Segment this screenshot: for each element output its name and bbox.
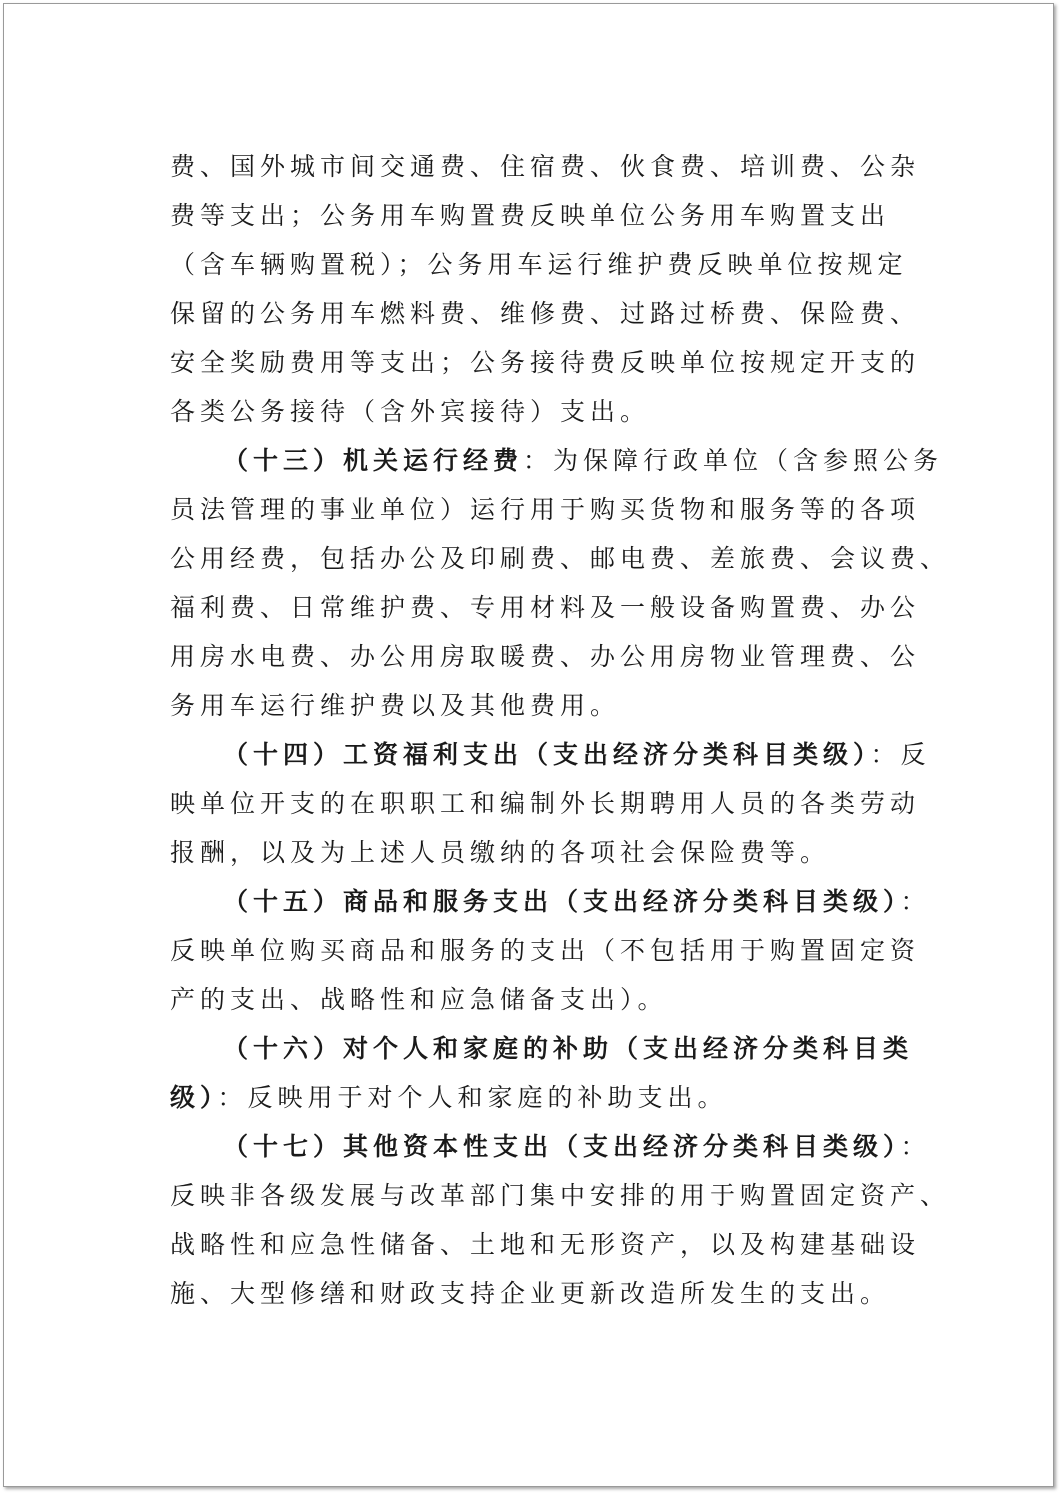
- text-line: [170, 338, 930, 387]
- text-line: [170, 485, 930, 534]
- line-text: 安全奖励费用等支出；公务接待费反映单位按规定开支的: [170, 348, 921, 377]
- line-text: 保留的公务用车燃料费、维修费、过路过桥费、保险费、: [170, 299, 921, 328]
- text-line: [170, 779, 930, 828]
- line-text: ：反: [870, 740, 931, 769]
- section-heading-line: [170, 1122, 930, 1171]
- line-text: （含车辆购置税）；公务用车运行维护费反映单位按规定: [170, 250, 908, 279]
- line-text: 映单位开支的在职职工和编制外长期聘用人员的各类劳动: [170, 789, 921, 818]
- line-text: 报酬，以及为上述人员缴纳的各项社会保险费等。: [170, 838, 831, 867]
- section-heading: （十四）工资福利支出（支出经济分类科目类级）: [223, 740, 871, 769]
- text-line: [170, 681, 930, 730]
- line-text: ：反映用于对个人和家庭的补助支出。: [217, 1083, 728, 1112]
- line-text: ：: [900, 1132, 931, 1161]
- line-text: 费等支出；公务用车购置费反映单位公务用车购置支出: [170, 201, 891, 230]
- line-text: 反映非各级发展与改革部门集中安排的用于购置固定资产、: [170, 1181, 951, 1210]
- line-text: 施、大型修缮和财政支持企业更新改造所发生的支出。: [170, 1279, 891, 1308]
- section-heading: （十七）其他资本性支出（支出经济分类科目类级）: [223, 1132, 901, 1161]
- line-text: 战略性和应急性储备、土地和无形资产，以及构建基础设: [170, 1230, 921, 1259]
- line-text: 各类公务接待（含外宾接待）支出。: [170, 397, 651, 426]
- line-text: 反映单位购买商品和服务的支出（不包括用于购置固定资: [170, 936, 921, 965]
- text-line: [170, 142, 930, 191]
- line-text: 福利费、日常维护费、专用材料及一般设备购置费、办公: [170, 593, 921, 622]
- section-heading-line: [170, 1024, 930, 1073]
- text-line: [170, 632, 930, 681]
- line-text: 务用车运行维护费以及其他费用。: [170, 691, 621, 720]
- document-body: [170, 142, 951, 1318]
- text-line: [170, 1171, 951, 1220]
- line-text: ：为保障行政单位（含参照公务: [523, 446, 944, 475]
- section-heading: 级）: [170, 1083, 218, 1112]
- text-line: [170, 828, 930, 877]
- document-page: [3, 3, 1054, 1487]
- text-line: [170, 240, 930, 289]
- text-line: [170, 583, 930, 632]
- section-heading-line: [170, 730, 930, 779]
- section-heading: （十六）对个人和家庭的补助（支出经济分类科目类: [223, 1034, 914, 1063]
- text-line: [170, 289, 930, 338]
- line-text: 费、国外城市间交通费、住宿费、伙食费、培训费、公杂: [170, 152, 921, 181]
- section-heading: （十五）商品和服务支出（支出经济分类科目类级）: [223, 887, 901, 916]
- text-line: [170, 191, 930, 240]
- section-heading-line: [170, 877, 930, 926]
- text-line: [170, 387, 930, 436]
- section-heading-line: [170, 436, 944, 485]
- text-line: [170, 926, 930, 975]
- text-line: [170, 534, 951, 583]
- text-line: [170, 1269, 930, 1318]
- line-text: ：: [900, 887, 931, 916]
- text-line: [170, 1220, 930, 1269]
- line-text: 公用经费，包括办公及印刷费、邮电费、差旅费、会议费、: [170, 544, 951, 573]
- line-text: 用房水电费、办公用房取暖费、办公用房物业管理费、公: [170, 642, 921, 671]
- section-heading: （十三）机关运行经费: [223, 446, 524, 475]
- text-line: [170, 1073, 930, 1122]
- text-line: [170, 975, 930, 1024]
- line-text: 员法管理的事业单位）运行用于购买货物和服务等的各项: [170, 495, 921, 524]
- line-text: 产的支出、战略性和应急储备支出）。: [170, 985, 668, 1014]
